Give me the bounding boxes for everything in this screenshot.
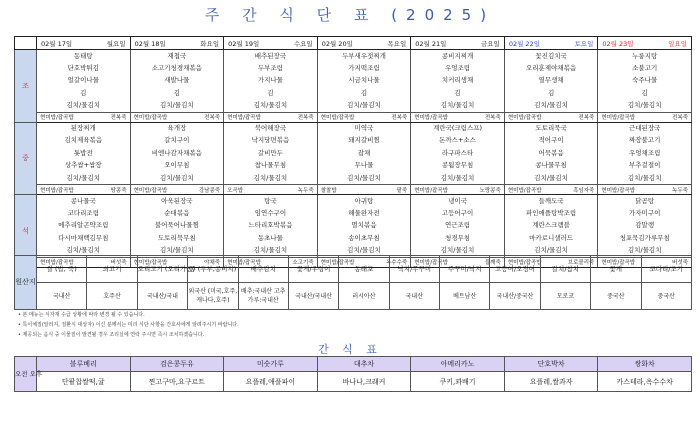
menu-dish: 콩나물국 [37,195,131,208]
porridge-type: 녹두죽 [297,187,314,194]
origin-item: 배추김치 [238,256,288,283]
menu-dish: 갈치구이 [130,135,224,148]
day-date: 02월 17일 [41,39,73,48]
menu-dish: 숙주나물 [598,75,692,88]
note-1: • 본 메뉴는 식자재 수급 상황에 따라 변경 될 수 있습니다. [18,312,145,318]
menu-dish: 김치/물김치 [130,172,224,185]
meal-grain-row [15,185,692,195]
menu-dish: 고등어구이 [411,207,505,220]
grain-porridge [224,185,318,195]
day-header [130,37,224,50]
weekly-menu-table [14,36,692,268]
menu-dish: 연근조림 [411,220,505,233]
rice-type: 현미밥/잡곡밥 [507,260,542,266]
menu-dish: 재첩국 [130,50,224,63]
menu-dish: 김 [224,87,318,100]
origin-item: 동태포 [339,256,389,283]
snack-item: 요플레,쌀과자 [504,372,598,392]
snack-drink: 미숫가루 [224,357,318,372]
snack-item: 바나나,크래커 [317,372,411,392]
menu-dish: 김치/물김치 [504,172,598,185]
origin-label: 원산지 [15,256,37,310]
menu-dish: 상추쌈+쌈장 [37,160,131,173]
grain-porridge [130,112,224,122]
menu-dish: 김치/물김치 [317,100,411,113]
grain-porridge [411,185,505,195]
menu-dish: 청경무침 [411,232,505,245]
rice-type: 현미밥/잡곡밥 [320,115,355,121]
grain-porridge [504,112,598,122]
menu-dish: 시금치나물 [317,75,411,88]
rice-type: 현미밥/잡곡밥 [601,115,636,121]
menu-dish: 들깨도국 [504,195,598,208]
day-date: 02월 19일 [228,39,260,48]
porridge-type: 전복죽 [484,115,501,121]
day-date: 02월 18일 [134,39,166,48]
menu-dish: 계란스크램블 [504,220,598,233]
menu-dish: 김치/물김치 [504,100,598,113]
day-header [411,37,505,50]
menu-dish: 우엉채조림 [598,147,692,160]
grain-porridge [224,112,318,122]
menu-dish: 임연수구이 [224,207,318,220]
menu-dish: 순대볶음 [130,207,224,220]
menu-dish: 김치/물김치 [224,245,318,258]
rice-type: 현미밥/잡곡밥 [133,260,168,266]
day-weekday: 수요일 [293,39,313,48]
menu-dish: 단호박튀김 [37,62,131,75]
porridge-type: 전복죽 [110,115,127,121]
porridge-type: 전복죽 [672,115,688,121]
menu-dish: 냉이국 [411,195,505,208]
menu-dish: 근대된장국 [598,122,692,135]
menu-dish: 짜장불고기 [598,135,692,148]
porridge-type: 야채죽 [204,260,221,266]
origin-value: 배추:국내산 고추가루:국내산 [238,283,288,310]
porridge-type: 흑임자죽 [573,187,595,194]
menu-dish: 김치/물김치 [317,245,411,258]
menu-dish: 낙지당면볶음 [224,135,318,148]
day-weekday: 월요일 [106,39,126,48]
origin-value: 중국산 [591,283,641,310]
meal-dish-row [15,160,692,173]
rice-type: 현미밥/잡곡밥 [601,187,636,194]
porridge-type: 강남콩죽 [198,187,221,194]
grain-porridge [37,112,131,122]
menu-dish: 열무생채 [504,75,598,88]
day-weekday: 금요일 [480,39,500,48]
menu-dish: 김 [598,87,692,100]
menu-dish: 김치제육볶음 [37,135,131,148]
porridge-type: 노랑콩죽 [479,187,501,194]
origin-table [14,255,692,310]
snack-head-row [15,357,692,372]
menu-dish: 김 [317,87,411,100]
day-header [37,37,131,50]
menu-dish: 소불고기 [598,62,692,75]
menu-dish: 새발나물 [130,75,224,88]
snack-item: 쿠키,꽈배기 [411,372,505,392]
note-2: • 특이체질(알러지, 질환식 대상자) 이신 분께서는 미리 식단 사항을 간호사에게 알려주시기 바랍니다. [18,322,239,328]
rice-type: 현미밥/잡곡밥 [133,187,168,194]
menu-dish: 김치/물김치 [37,245,131,258]
porridge-type: 전복죽 [391,115,408,121]
porridge-type: 버섯죽 [110,260,127,266]
rice-type: 현미밥/잡곡밥 [507,115,542,121]
origin-value: 러시아산 [339,283,389,310]
meal-dish-row [15,172,692,185]
menu-dish: 마카로니샐러드 [504,232,598,245]
snack-drink: 쌍화차 [598,357,692,372]
menu-dish: 김 [130,87,224,100]
menu-dish: 돈까스+소스 [411,135,505,148]
menu-dish: 감말랭 [598,220,692,233]
origin-value: 국내산 [389,283,439,310]
menu-dish: 부추겉절이 [598,160,692,173]
menu-dish: 가지나물 [224,75,318,88]
menu-dish: 김 [411,87,505,100]
rice-type: 현미밥/잡곡밥 [414,260,448,266]
menu-dish: 배추된장국 [224,50,318,63]
origin-value: 국내산 [37,283,87,310]
porridge-type: 버섯죽 [672,260,688,266]
menu-dish: 동초나물 [224,232,318,245]
rice-type: 현미밥/잡곡밥 [227,115,261,121]
origin-value: 호주산 [87,283,137,310]
porridge-type: 땅콩죽 [110,187,127,194]
meal-dish-row [15,232,692,245]
menu-dish: 적어구이 [504,135,598,148]
menu-dish: 아귀탕 [317,195,411,208]
menu-dish: 김치/물김치 [130,100,224,113]
note-3: • 제공되는 음식 중 이물질이 발견될 경우 조리실에 연락 주시면 즉시 조치하겠습니다. [18,332,205,338]
origin-value: 모로코 [540,283,590,310]
snack-drink: 단호박차 [504,357,598,372]
snack-drink: 아메리카노 [411,357,505,372]
rice-type: 현미밥/잡곡밥 [40,260,74,266]
origin-value: 국내산/중국산 [490,283,540,310]
snack-table [14,356,692,392]
porridge-type: 옥수수죽 [385,260,408,266]
menu-dish: 치커리생채 [411,75,505,88]
day-date: 02월 20일 [321,39,353,48]
grain-porridge [504,185,598,195]
menu-dish: 김치/물김치 [37,172,131,185]
menu-dish: 닭곰탕 [598,195,692,208]
menu-dish: 무나물 [317,160,411,173]
menu-dish: 오이무침 [130,160,224,173]
snack-drink: 블루베리 [37,357,131,372]
menu-dish: 비엔나감자채볶음 [130,147,224,160]
date-header-row [15,37,692,50]
meal-dish-row [15,62,692,75]
menu-dish: 다시마채백김무침 [37,232,131,245]
day-date: 02월 22일 [508,39,540,48]
porridge-type: 전복죽 [204,115,221,121]
menu-dish: 김치/물김치 [317,172,411,185]
origin-value: 외국산 (미국,호주,캐나다,호주) [188,283,238,310]
menu-dish: 김치/물김치 [411,245,505,258]
meal-dish-row [15,207,692,220]
origin-item: 콩 (두부,콩비지) [188,256,238,283]
rice-type: 현미밥/잡곡밥 [133,115,168,121]
menu-dish: 메추리알곤약조림 [37,220,131,233]
menu-dish: 김치/물김치 [224,172,318,185]
menu-dish: 청포묵김가루무침 [598,232,692,245]
menu-dish: 해물완자전 [317,207,411,220]
rice-type: 현미밥/잡곡밥 [414,187,448,194]
origin-value: 국내산/국내산 [288,283,338,310]
origin-item: 쇠고기 [87,256,137,283]
grain-porridge [411,112,505,122]
day-weekday: 토요일 [574,39,594,48]
menu-dish: 김치/물김치 [130,245,224,258]
menu-dish: 갈비만두 [224,147,318,160]
page-title: 주 간 식 단 표 (2025) [204,6,496,24]
day-header [224,37,318,50]
rice-type: 찰찰밥 [320,187,337,194]
rice-type: 현미밥/잡곡밥 [40,115,74,121]
snack-item: 요플레,애플파이 [224,372,318,392]
menu-dish: 두부조림 [224,62,318,75]
rice-type: 현미밥/잡곡밥 [414,115,448,121]
day-weekday: 목요일 [387,39,407,48]
snack-label: 오전 오후 [15,357,37,392]
origin-item: 코다리/조기 [641,256,692,283]
grain-porridge [598,185,692,195]
day-date: 02월 23일 [602,39,634,48]
grain-porridge [130,185,224,195]
snack-drink: 검은콩두유 [130,357,224,372]
menu-dish: 탕국 [224,195,318,208]
snack-item: 찐고구마,요구르트 [130,372,224,392]
menu-dish: 김치/물김치 [37,100,131,113]
menu-dish: 두부새우젓찌개 [317,50,411,63]
menu-dish: 김치/물김치 [598,100,692,113]
menu-dish: 북어해장국 [224,122,318,135]
menu-dish: 송이초무침 [317,232,411,245]
origin-item: 쌀 (밥, 죽) [37,256,87,283]
porridge-type: 팥죽 [396,187,408,194]
meal-dish-row [15,100,692,113]
rice-type: 현미밥/잡곡밥 [507,187,542,194]
origin-items-row [15,256,692,283]
grain-porridge [317,112,411,122]
origin-item: 고등어/오징어 [490,256,540,283]
meal-grain-row [15,112,692,122]
menu-dish: 어묵볶음 [504,147,598,160]
menu-dish: 소고기청경채볶음 [130,62,224,75]
meal-dish-row [15,75,692,88]
meal-dish-row [15,135,692,148]
day-header [504,37,598,50]
menu-dish: 김 [37,87,131,100]
menu-dish: 아욱된장국 [130,195,224,208]
origin-item: 낙지/쭈꾸미 [389,256,439,283]
menu-dish: 콩됨장무침 [411,160,505,173]
rice-type: 오곡밥 [227,187,244,194]
menu-dish: 가지떡조림 [317,62,411,75]
snack-item: 카스테라,옥수수차 [598,372,692,392]
menu-dish: 참나물무침 [224,160,318,173]
meal-dish-row [15,147,692,160]
menu-dish: 된장찌개 [37,122,131,135]
origin-item: 갈치/참치 [540,256,590,283]
menu-dish: 돼지갈비찜 [317,135,411,148]
origin-item: 꽃게/우렁이 [288,256,338,283]
rice-type: 현미밥/잡곡밥 [601,260,636,266]
grain-porridge [37,185,131,195]
meal-label: 중 [15,122,37,195]
menu-dish: 도토리묵무침 [130,232,224,245]
snack-body-row [15,372,692,392]
menu-dish: 김치/물김치 [598,172,692,185]
meal-dish-row [15,87,692,100]
meal-dish-row [15,220,692,233]
porridge-type: 전복죽 [297,115,314,121]
meal-label: 석 [15,195,37,268]
meal-label: 조 [15,50,37,123]
menu-dish: 톳밥전 [37,147,131,160]
menu-dish: 계란국(크림스프) [411,122,505,135]
origin-values-row [15,283,692,310]
day-header [317,37,411,50]
rice-type: 현미밥/잡곡밥 [227,260,261,266]
menu-dish: 누룽지탕 [598,50,692,63]
menu-dish: 라구파스타 [411,147,505,160]
corner-cell [15,37,37,50]
menu-dish: 꽃진김치국 [504,50,598,63]
day-weekday: 화요일 [200,39,220,48]
menu-dish: 김치/물김치 [504,245,598,258]
menu-dish: 느타리호박볶음 [224,220,318,233]
porridge-type: 소고기죽 [292,260,314,266]
porridge-type: 들깨죽 [484,260,501,266]
menu-dish: 파인애플탕박조림 [504,207,598,220]
snack-item: 단팥찹쌀떡,귤 [37,372,131,392]
menu-dish: 콩나물무침 [504,160,598,173]
porridge-type: 녹두죽 [672,187,688,194]
menu-dish: 김치/물김치 [411,100,505,113]
menu-dish: 김치/물김치 [598,245,692,258]
menu-dish: 김 [504,87,598,100]
snack-drink: 대추차 [317,357,411,372]
menu-dish: 멸치볶음 [317,220,411,233]
meal-dish-row [15,122,692,135]
day-date: 02월 21일 [415,39,447,48]
menu-dish: 도토리묵국 [504,122,598,135]
origin-value: 국내산/국내 [137,283,187,310]
menu-dish: 코다리조림 [37,207,131,220]
menu-dish: 얼갈이나물 [37,75,131,88]
menu-dish: 동태탕 [37,50,131,63]
grain-porridge [598,112,692,122]
day-header [598,37,692,50]
porridge-type: 전복죽 [578,115,595,121]
menu-dish: 육개장 [130,122,224,135]
menu-dish: 김치/물김치 [224,100,318,113]
day-weekday: 일요일 [668,39,687,48]
origin-item: 오리고기 (오리가공) [137,256,187,283]
menu-dish: 잡채 [317,147,411,160]
snack-title: 간 식 표 [318,343,382,356]
origin-item: 꽃게 [591,256,641,283]
origin-value: 베트남산 [440,283,490,310]
rice-type: 현미밥/잡곡밥 [320,260,355,266]
meal-dish-row [15,195,692,208]
menu-dish: 오리훈제야채볶음 [504,62,598,75]
rice-type: 현미밥/잡곡밥 [40,187,74,194]
menu-dish: 우엉조림 [411,62,505,75]
meal-dish-row [15,50,692,63]
menu-dish: 콩비지찌개 [411,50,505,63]
menu-dish: 가자미구이 [598,207,692,220]
menu-dish: 불어묵어나물찜 [130,220,224,233]
menu-dish: 김치/물김치 [411,172,505,185]
origin-value: 중국산 [641,283,692,310]
origin-item: 주꾸미/낙지 [440,256,490,283]
porridge-type: 브로콜리죽 [567,260,595,266]
menu-dish: 미역국 [317,122,411,135]
grain-porridge [317,185,411,195]
